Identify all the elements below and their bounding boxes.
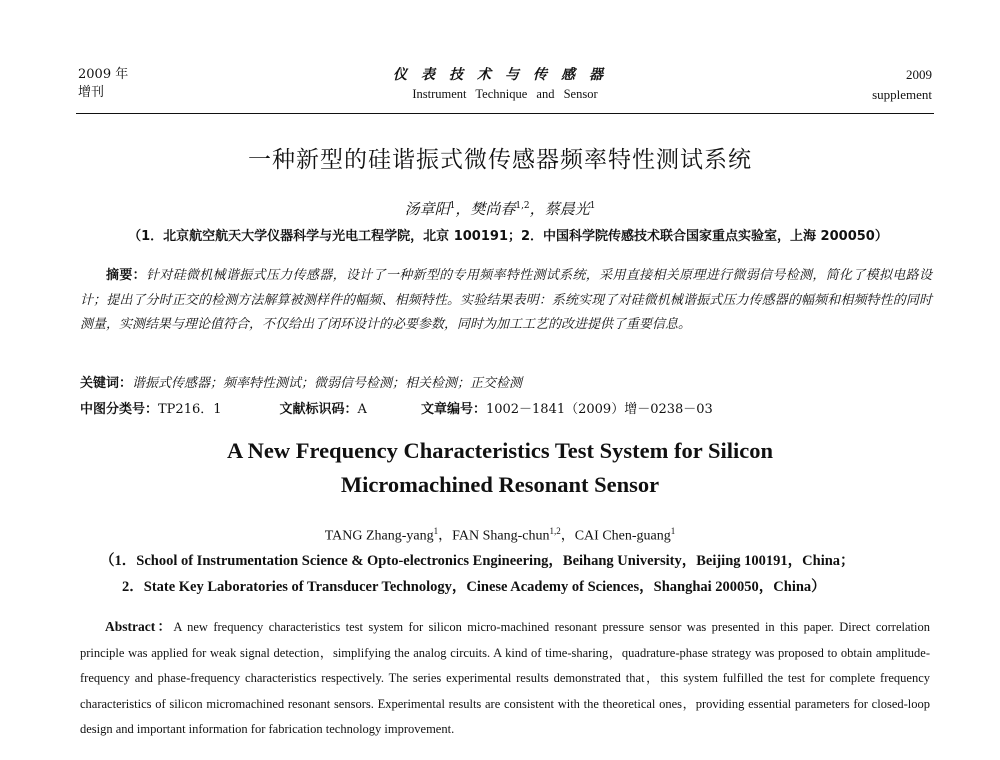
author-affiliation-mark: 1,2 — [515, 201, 530, 211]
abstract-label-en: Abstract： — [105, 619, 174, 634]
abstract-text-en: A new frequency characteristics test system for silicon micro-machined resonant pressure sensor was presented in this paper. Direct correlation principle was applied for weak signal detection，simplifying the analog circuits. A kind of time-sharing，quadrature-phase strategy was proposed to obtain amplitude-frequency and phase-frequency characteristics respectively. The series experimental results demonstrated that，this system fulfilled the test for complete frequency characteristics of silicon micromachined resonant sensors. Experimental results are consistent with the theoretical ones，providing essential parameters for closed-loop design and important information for fabrication technology improvement. — [80, 620, 930, 736]
journal-name-cn: 仪表技术与传感器 — [393, 67, 617, 83]
author-separator: ， — [560, 528, 575, 544]
keywords-cn — [80, 373, 932, 395]
classification-line — [80, 399, 932, 421]
authors-en — [0, 521, 1000, 547]
running-header — [78, 66, 932, 112]
keywords-text-cn: 谐振式传感器；频率特性测试；微弱信号检测；相关检测；正交检测 — [132, 376, 523, 391]
abstract-en — [80, 614, 930, 743]
affiliation-en-line2: 2．State Key Laboratories of Transducer Technology，Cinese Academy of Sciences，Shanghai 200050，China） — [122, 579, 826, 595]
author-name: 汤章阳 — [404, 200, 450, 218]
author-name: 蔡晨光 — [544, 200, 590, 218]
abstract-cn — [80, 264, 932, 338]
journal-name-en: Instrument Technique and Sensor — [412, 87, 598, 101]
keywords-label-cn: 关键词： — [80, 376, 133, 391]
affiliation-en-line1: （1．School of Instrumentation Science & Opto-electronics Engineering，Beihang University，Beijing 100191，China； — [100, 553, 855, 569]
header-year-right: 2009 — [906, 67, 932, 82]
header-journal — [78, 66, 932, 104]
clc-value: TP216．1 — [158, 402, 222, 417]
title-cn: 一种新型的硅谐振式微传感器频率特性测试系统 — [248, 147, 752, 173]
header-year: 2009 年 — [78, 67, 129, 82]
author-affiliation-mark: 1 — [589, 201, 596, 211]
author-name: CAI Chen-guang — [574, 528, 671, 544]
author-name: 樊尚春 — [470, 200, 516, 218]
author-name: TANG Zhang-yang — [324, 528, 434, 544]
author-name: FAN Shang-chun — [452, 528, 550, 544]
author-separator: ， — [438, 528, 453, 544]
author-affiliation-mark: 1 — [670, 526, 676, 536]
authors-cn — [0, 195, 1000, 220]
header-right — [872, 66, 932, 104]
article-no-label: 文章编号： — [420, 402, 486, 417]
doc-code-value: A — [357, 402, 367, 417]
author-separator: ， — [529, 200, 545, 218]
author-affiliation-mark: 1 — [449, 201, 456, 211]
title-en — [0, 434, 1000, 502]
header-issue: 增刊 — [78, 85, 105, 100]
article-no-value: 1002－1841（2009）增－0238－03 — [485, 402, 713, 417]
doc-code-label: 文献标识码： — [279, 402, 358, 417]
title-en-line2: Micromachined Resonant Sensor — [340, 472, 660, 497]
author-separator: ， — [455, 200, 471, 218]
title-en-line1: A New Frequency Characteristics Test System for Silicon — [227, 438, 773, 463]
clc-label: 中图分类号： — [80, 402, 159, 417]
abstract-label-cn: 摘要： — [106, 268, 146, 283]
header-rule — [76, 113, 934, 114]
affiliation-cn: （1．北京航空航天大学仪器科学与光电工程学院，北京 100191；2．中国科学院传感技术联合国家重点实验室，上海 200050） — [128, 229, 888, 244]
author-affiliation-mark: 1,2 — [549, 526, 561, 536]
author-affiliation-mark: 1 — [433, 526, 439, 536]
header-issue-right: supplement — [872, 87, 932, 102]
abstract-text-cn: 针对硅微机械谐振式压力传感器，设计了一种新型的专用频率特性测试系统，采用直接相关原理进行微弱信号检测，简化了模拟电路设计；提出了分时正交的检测方法解算被测样件的幅频、相频特性。实验结果表明：系统实现了对硅微机械谐振式压力传感器的幅频和相频特性的同时测量，实测结果与理论值符合，不仅给出了闭环设计的必要参数，同时为加工工艺的改进提供了重要信息。 — [80, 268, 932, 332]
affiliation-en — [100, 548, 940, 600]
